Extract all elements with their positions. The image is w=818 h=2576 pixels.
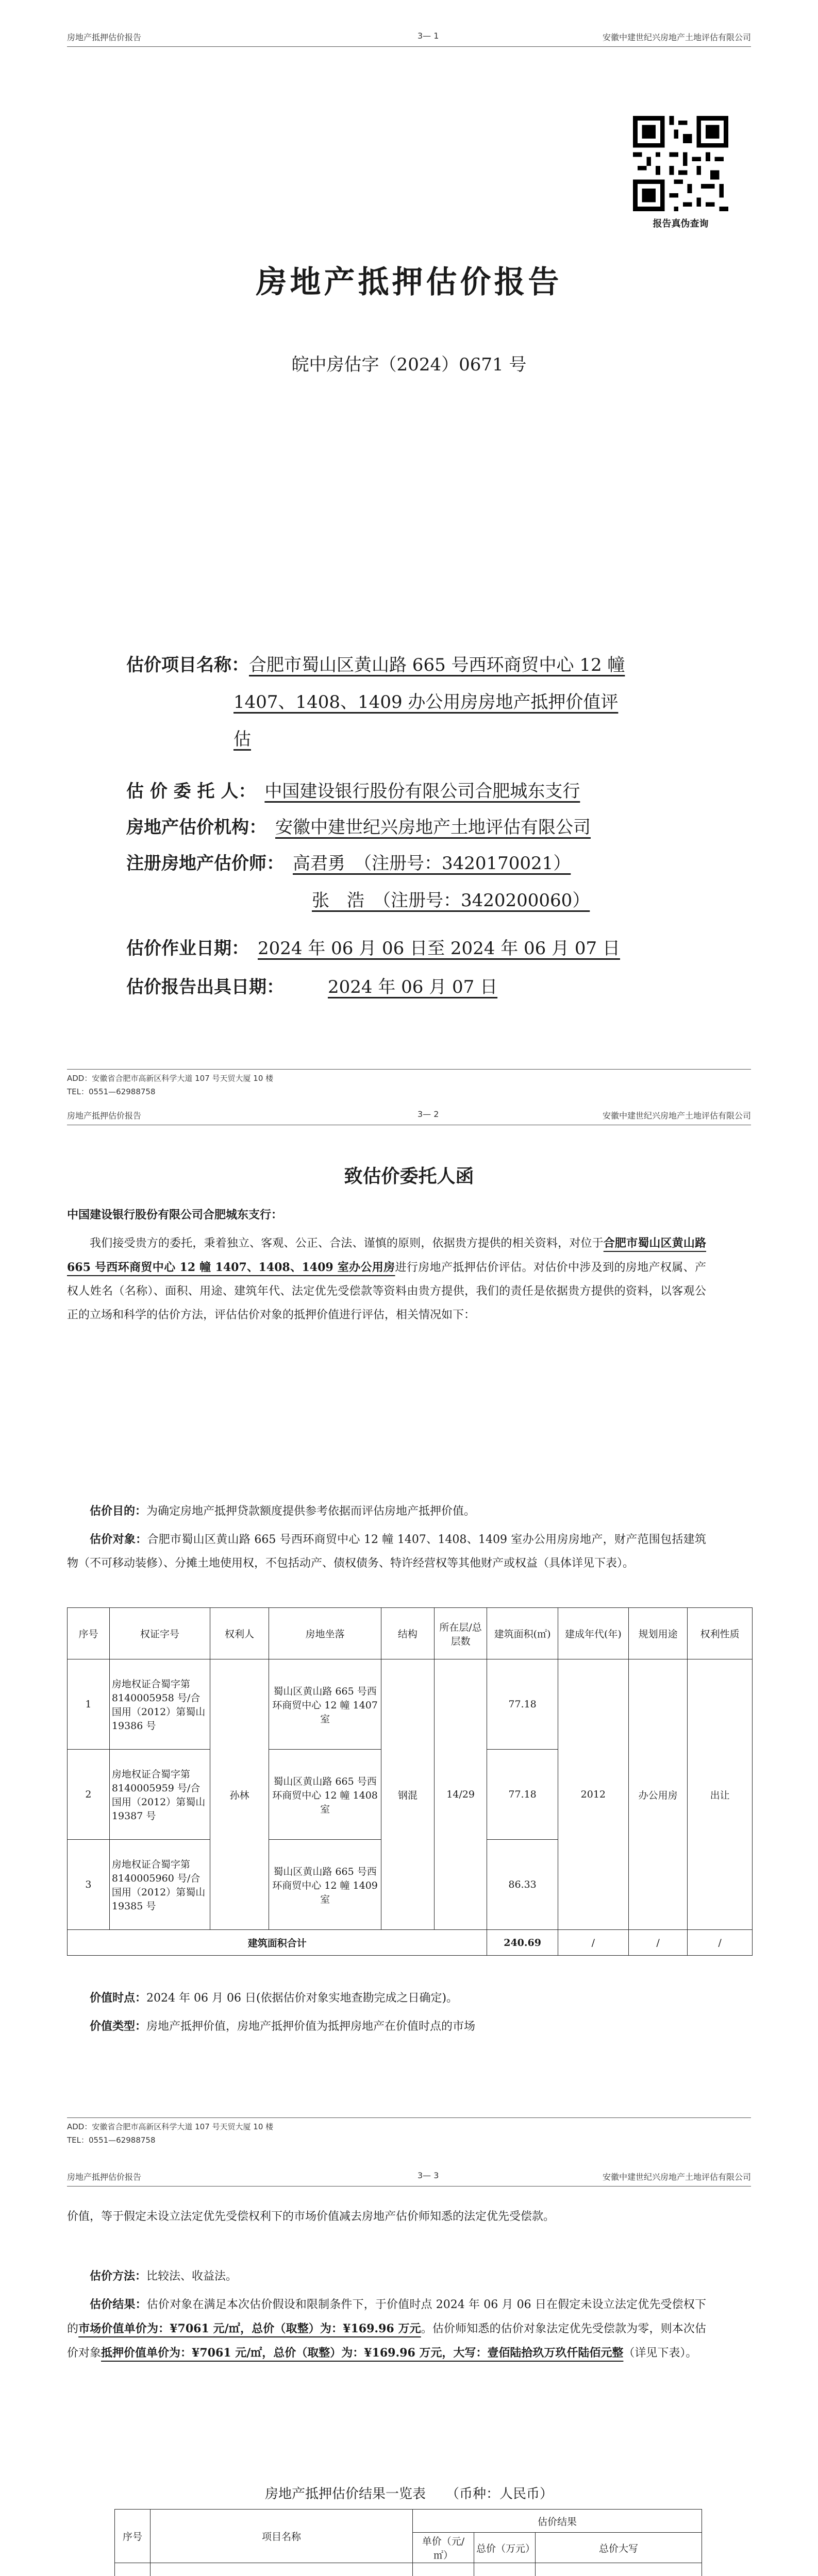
client-value: 中国建设银行股份有限公司合肥城东支行 [264, 781, 580, 802]
footer-divider [67, 2117, 751, 2118]
th-structure: 结构 [381, 1608, 435, 1659]
cell-cert: 房地权证合蜀字第 8140005960 号/合国用（2012）第蜀山 19385 号 [109, 1840, 210, 1930]
th-item: 项目名称 [151, 2510, 413, 2563]
agency-label: 房地产估价机构： [126, 817, 258, 838]
project-value-2: 1407、1408、1409 办公用房房地产抵押价值评 [233, 692, 619, 713]
cell-cert: 房地权证合蜀字第 8140005958 号/合国用（2012）第蜀山 19386 号 [109, 1659, 210, 1750]
cell-floor: 14/29 [434, 1659, 487, 1930]
page-1 [0, 0, 818, 1100]
cell-owner: 孙林 [210, 1659, 269, 1930]
project-label: 估价项目名称： [126, 655, 249, 675]
th-owner: 权利人 [210, 1608, 269, 1659]
cell-area: 77.18 [487, 1659, 558, 1750]
intro-c: 进行房地产抵押估价评估。对估价中涉及到的房地产权属、产权人姓名（名称）、面积、用途、建筑年代、法定优先受偿款等资料由贵方提供，我们的责任是依据贵方提供的资料，以客观公正的立场和科学的估价方法，评估估价对象的抵押价值进行评估，相关情况如下： [67, 1261, 706, 1321]
th-no: 序号 [68, 1608, 110, 1659]
cell-year: 2012 [558, 1659, 628, 1930]
page-3 [0, 2166, 818, 2576]
appraiser-label: 注册房地产估价师： [126, 853, 275, 874]
date-para [67, 1986, 706, 2010]
th-result: 估价结果 [413, 2510, 702, 2533]
letter-addressee [67, 1203, 706, 1227]
cell-item [151, 2563, 413, 2576]
th-location: 房地坐落 [269, 1608, 381, 1659]
property-table [67, 1607, 753, 1956]
type-value-1: 房地产抵押价值，房地产抵押价值为抵押房地产在价值时点的市场 [146, 2020, 476, 2033]
header-page-number: 3— 3 [418, 2171, 439, 2180]
appraiser-1: 高君勇 （注册号：3420170021） [293, 853, 571, 874]
letter-title: 致估价委托人函 [344, 1165, 474, 1187]
qr-code[interactable] [633, 116, 728, 211]
appraiser-field [126, 845, 590, 919]
object-para [67, 1528, 706, 1575]
document-number: 皖中房估字（2024）0671 号 [291, 354, 527, 375]
page-footer [67, 1072, 273, 1098]
type-label: 价值类型： [90, 2020, 147, 2033]
page-header [67, 27, 751, 47]
total-slash: / [629, 1930, 688, 1956]
th-right: 权利性质 [688, 1608, 753, 1659]
result-table [114, 2509, 702, 2576]
table-row [115, 2563, 702, 2576]
result-market-value: 市场价值单价为：¥7061 元/㎡，总价（取整）为：¥169.96 万元 [78, 2322, 421, 2335]
project-value-3: 估 [233, 729, 251, 750]
cell-no: 2 [68, 1750, 110, 1840]
header-divider [67, 2186, 751, 2187]
reportdate-label: 估价报告出具日期： [126, 977, 275, 997]
total-area: 240.69 [487, 1930, 558, 1956]
purpose-label: 估价目的： [90, 1504, 147, 1518]
agency-value: 安徽中建世纪兴房地产土地评估有限公司 [275, 817, 591, 838]
cell-right: 出让 [688, 1659, 753, 1930]
date-label: 价值时点： [90, 1991, 147, 2005]
footer-divider [67, 1069, 751, 1070]
purpose-para [67, 1499, 706, 1523]
th-unit: 单价（元/㎡） [413, 2533, 474, 2563]
page-footer [67, 2120, 273, 2147]
cell-no: 1 [68, 1659, 110, 1750]
footer-address: ADD：安徽省合肥市高新区科学大道 107 号天贸大厦 10 楼 [67, 1074, 274, 1083]
intro-subject: 合肥市蜀山区黄山路 665 号西环商贸中心 12 幢 1407、1408、1409 室办公用房 [67, 1236, 706, 1274]
type-value-2: 价值，等于假定未设立法定优先受偿权利下的市场价值减去房地产估价师知悉的法定优先受偿款。 [67, 2210, 555, 2223]
qr-caption: 报告真伪查询 [653, 218, 709, 229]
th-total: 总价（万元） [474, 2533, 536, 2563]
purpose-value: 为确定房地产抵押贷款额度提供参考依据而评估房地产抵押价值。 [146, 1505, 476, 1518]
footer-tel: TEL：0551—62988758 [67, 1087, 156, 1096]
th-use: 规划用途 [629, 1608, 688, 1659]
total-row [68, 1930, 753, 1956]
total-label: 建筑面积合计 [68, 1930, 487, 1956]
letter-intro [67, 1231, 706, 1327]
cell-big [536, 2563, 702, 2576]
result-para [67, 2293, 706, 2365]
header-left: 房地产抵押估价报告 [67, 32, 142, 42]
method-label: 估价方法： [90, 2269, 147, 2283]
cell-unit [413, 2563, 474, 2576]
cell-location: 蜀山区黄山路 665 号西环商贸中心 12 幢 1407 室 [269, 1659, 381, 1750]
reportdate-field [126, 969, 497, 1006]
project-value-1: 合肥市蜀山区黄山路 665 号西环商贸中心 12 幢 [249, 655, 625, 675]
header-right: 安徽中建世纪兴房地产土地评估有限公司 [602, 32, 751, 42]
footer-address: ADD：安徽省合肥市高新区科学大道 107 号天贸大厦 10 楼 [67, 2122, 274, 2131]
table-row [68, 1659, 753, 1750]
intro-a: 我们接受贵方的委托，秉着独立、客观、公正、合法、谨慎的原则，依据贵方提供的相关资料，对位于 [90, 1237, 604, 1250]
report-title: 房地产抵押估价报告 [256, 264, 562, 300]
project-field [126, 647, 704, 758]
result-value-3: （详见下表）。 [623, 2347, 697, 2360]
header-right: 安徽中建世纪兴房地产土地评估有限公司 [602, 1111, 751, 1121]
result-table-caption: 房地产抵押估价结果一览表 （币种：人民币） [264, 2486, 553, 2502]
object-value: 合肥市蜀山区黄山路 665 号西环商贸中心 12 幢 1407、1408、1409 室办公用房房地产，财产范围包括建筑物（不可移动装修）、分摊土地使用权，不包括动产、债权债务、特许经营权等其他财产或权益（具体详见下表）。 [67, 1533, 706, 1570]
th-big: 总价大写 [536, 2533, 702, 2563]
workdate-label: 估价作业日期： [126, 938, 240, 959]
result-mortgage-value: 抵押价值单价为：¥7061 元/㎡，总价（取整）为：¥169.96 万元，大写：壹佰陆拾玖万玖仟陆佰元整 [101, 2346, 624, 2360]
cell-use: 办公用房 [629, 1659, 688, 1930]
cell-location: 蜀山区黄山路 665 号西环商贸中心 12 幢 1408 室 [269, 1750, 381, 1840]
header-right: 安徽中建世纪兴房地产土地评估有限公司 [602, 2172, 751, 2182]
header-left: 房地产抵押估价报告 [67, 2172, 142, 2182]
client-label: 估 价 委 托 人： [126, 781, 247, 802]
agency-field [126, 809, 591, 846]
object-label: 估价对象： [90, 1533, 147, 1546]
cell-location: 蜀山区黄山路 665 号西环商贸中心 12 幢 1409 室 [269, 1840, 381, 1930]
total-slash: / [558, 1930, 628, 1956]
header-divider [67, 46, 751, 47]
header-page-number: 3— 2 [418, 1109, 439, 1119]
addressee: 中国建设银行股份有限公司合肥城东支行： [67, 1208, 283, 1222]
cell-no: 3 [68, 1840, 110, 1930]
header-left: 房地产抵押估价报告 [67, 1111, 142, 1121]
cell-total [474, 2563, 536, 2576]
type-continued [67, 2205, 706, 2229]
cell-no [115, 2563, 151, 2576]
total-slash: / [688, 1930, 753, 1956]
workdate-field [126, 930, 620, 967]
cell-area: 77.18 [487, 1750, 558, 1840]
th-no: 序号 [115, 2510, 151, 2563]
th-year: 建成年代(年) [558, 1608, 628, 1659]
type-para [67, 2014, 706, 2039]
cell-area: 86.33 [487, 1840, 558, 1930]
footer-tel: TEL：0551—62988758 [67, 2136, 156, 2145]
th-area: 建筑面积(㎡) [487, 1608, 558, 1659]
workdate-value: 2024 年 06 月 06 日至 2024 年 06 月 07 日 [258, 938, 620, 959]
result-value-2: 。估价师知悉的估价对象法定优先受偿款为零，则本次估价对象 [67, 2323, 706, 2360]
method-value: 比较法、收益法。 [146, 2270, 238, 2283]
header-page-number: 3— 1 [418, 31, 439, 41]
appraiser-2: 张 浩 （注册号：3420200060） [312, 890, 590, 911]
page-header [67, 1105, 751, 1126]
date-value: 2024 年 06 月 06 日(依据估价对象实地查勘完成之日确定)。 [146, 1992, 458, 2005]
reportdate-value: 2024 年 06 月 07 日 [328, 977, 498, 997]
method-para [67, 2264, 706, 2289]
page-2 [0, 1100, 818, 2166]
th-cert: 权证字号 [109, 1608, 210, 1659]
result-value-1: 估价对象在满足本次估价假设和限制条件下，于价值时点 2024 年 06 月 06 日在假定未设立法定优先受偿权下的 [67, 2298, 706, 2335]
cell-structure: 钢混 [381, 1659, 435, 1930]
th-floor: 所在层/总层数 [434, 1608, 487, 1659]
cell-cert: 房地权证合蜀字第 8140005959 号/合国用（2012）第蜀山 19387 号 [109, 1750, 210, 1840]
page-header [67, 2166, 751, 2187]
result-label: 估价结果： [90, 2298, 147, 2311]
client-field [126, 773, 580, 810]
